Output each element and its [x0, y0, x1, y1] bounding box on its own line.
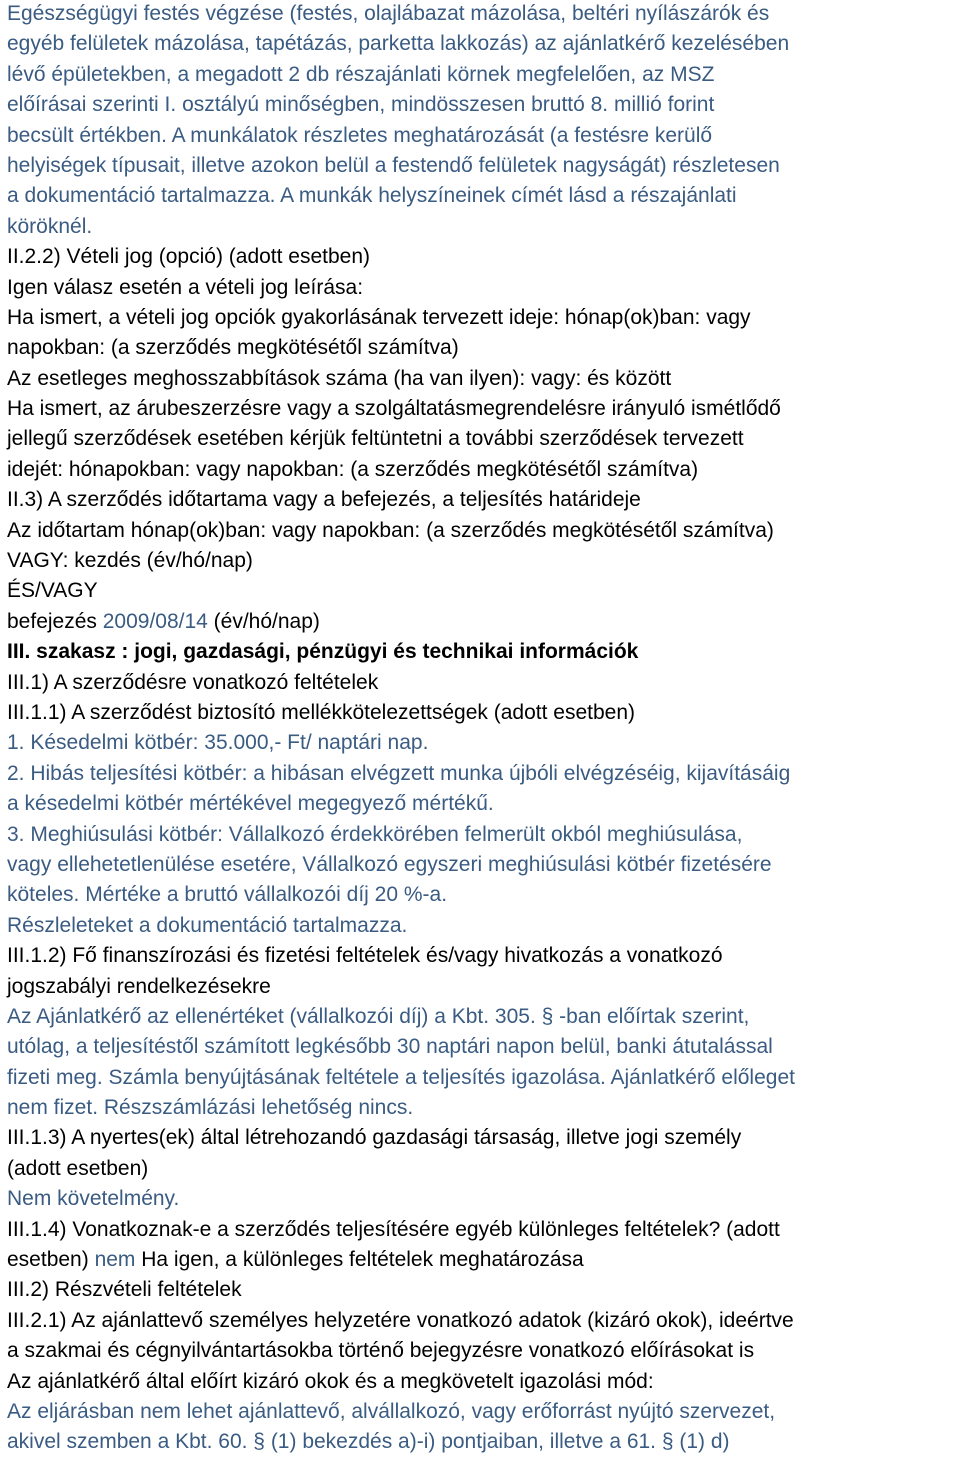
text-segment: helyiségek típusait, illetve azokon belül a festendő felületek nagyságát) részletesen — [7, 153, 780, 177]
text-segment: fizeti meg. Számla benyújtásának feltétele a teljesítés igazolása. Ajánlatkérő előleget — [7, 1065, 795, 1089]
text-segment: III.1.1) A szerződést biztosító mellékkötelezettségek (adott esetben) — [7, 700, 636, 724]
text-segment: befejezés — [7, 609, 103, 633]
text-segment: II.2.2) Vételi jog (opció) (adott esetben) — [7, 245, 371, 269]
text-segment: Részleleteket a dokumentáció tartalmazza. — [7, 913, 408, 937]
text-line — [7, 941, 957, 971]
text-segment: III.1.2) Fő finanszírozási és fizetési feltételek és/vagy hivatkozás a vonatkozó — [7, 944, 723, 968]
text-line — [7, 303, 957, 333]
text-segment: esetben) — [7, 1248, 95, 1272]
text-line — [7, 728, 957, 758]
text-line — [7, 455, 957, 485]
text-segment: Az ajánlatkérő által előírt kizáró okok és a megkövetelt igazolási mód: — [7, 1369, 654, 1393]
text-line — [7, 60, 957, 90]
text-segment: nem fizet. Részszámlázási lehetőség nincs. — [7, 1096, 414, 1120]
text-segment: Az esetleges meghosszabbítások száma (ha van ilyen): vagy: és között — [7, 366, 672, 390]
text-segment: III.1.4) Vonatkoznak-e a szerződés teljesítésére egyéb különleges feltételek? (adott — [7, 1217, 780, 1241]
text-line — [7, 516, 957, 546]
text-segment: Egészségügyi festés végzése (festés, olajlábazat mázolása, beltéri nyílászárók és — [7, 2, 770, 25]
text-line — [7, 1275, 957, 1305]
text-segment: Ha ismert, az árubeszerzésre vagy a szolgáltatásmegrendelésre irányuló ismétlődő — [7, 397, 781, 421]
text-segment: II.3) A szerződés időtartama vagy a befejezés, a teljesítés határideje — [7, 488, 641, 512]
text-segment: előírásai szerinti I. osztályú minőségben, mindösszesen bruttó 8. millió forint — [7, 93, 715, 117]
text-line — [7, 1215, 957, 1245]
text-line — [7, 29, 957, 59]
text-segment: a késedelmi kötbér mértékével megegyező mértékű. — [7, 792, 494, 816]
text-line — [7, 424, 957, 454]
text-segment: nem — [94, 1248, 136, 1272]
text-line — [7, 121, 957, 151]
text-line — [7, 607, 957, 637]
text-line — [7, 546, 957, 576]
text-line — [7, 1063, 957, 1093]
text-segment: Igen válasz esetén a vételi jog leírása: — [7, 275, 364, 299]
text-segment: Az Ajánlatkérő az ellenértéket (vállalkozói díj) a Kbt. 305. § -ban előírtak szerint, — [7, 1004, 750, 1028]
text-segment: jellegű szerződések esetében kérjük feltüntetni a további szerződések tervezett — [7, 427, 744, 451]
text-segment: 1. Késedelmi kötbér: 35.000,- Ft/ naptári nap. — [7, 731, 429, 755]
text-line — [7, 576, 957, 606]
text-line — [7, 698, 957, 728]
text-line — [7, 911, 957, 941]
text-segment: Nem követelmény. — [7, 1187, 180, 1211]
text-segment: (adott esetben) — [7, 1156, 149, 1180]
text-segment: köröknél. — [7, 214, 93, 238]
text-line — [7, 333, 957, 363]
text-line — [7, 1032, 957, 1062]
text-line — [7, 485, 957, 515]
text-segment: vagy ellehetetlenülése esetére, Vállalkozó egyszeri meghiúsulási kötbér fizetésére — [7, 852, 772, 876]
text-segment: Ha igen, a különleges feltételek meghatározása — [135, 1248, 584, 1272]
text-line — [7, 0, 957, 29]
text-line — [7, 181, 957, 211]
text-segment: a szakmai és cégnyilvántartásokba történő bejegyzésre vonatkozó előírásokat is — [7, 1339, 755, 1363]
text-line — [7, 637, 957, 667]
text-segment: köteles. Mértéke a bruttó vállalkozói díj 20 %-a. — [7, 883, 448, 907]
text-segment: Ha ismert, a vételi jog opciók gyakorlásának tervezett ideje: hónap(ok)ban: vagy — [7, 305, 751, 329]
text-line — [7, 1336, 957, 1366]
text-line — [7, 212, 957, 242]
text-line — [7, 1306, 957, 1336]
text-line — [7, 1184, 957, 1214]
text-line — [7, 273, 957, 303]
text-line — [7, 1002, 957, 1032]
text-line — [7, 850, 957, 880]
text-segment: III.2.1) Az ajánlattevő személyes helyzetére vonatkozó adatok (kizáró okok), ideértve — [7, 1308, 794, 1332]
text-segment: jogszabályi rendelkezésekre — [7, 974, 271, 998]
text-line — [7, 1123, 957, 1153]
text-line — [7, 1397, 957, 1427]
text-segment: becsült értékben. A munkálatok részletes meghatározását (a festésre kerülő — [7, 123, 713, 147]
text-segment: 2. Hibás teljesítési kötbér: a hibásan elvégzett munka újbóli elvégzéséig, kijavításáig — [7, 761, 791, 785]
text-segment: 2009/08/14 — [102, 609, 208, 633]
text-segment: Az eljárásban nem lehet ajánlattevő, alvállalkozó, vagy erőforrást nyújtó szervezet, — [7, 1399, 776, 1423]
text-segment: akivel szemben a Kbt. 60. § (1) bekezdés a)-i) pontjaiban, illetve a 61. § (1) d) — [7, 1430, 730, 1454]
text-segment: (év/hó/nap) — [207, 609, 320, 633]
text-segment: lévő épületekben, a megadott 2 db részajánlati körnek megfelelően, az MSZ — [7, 62, 715, 86]
text-segment: a dokumentáció tartalmazza. A munkák helyszíneinek címét lásd a részajánlati — [7, 184, 737, 208]
document-page — [7, 0, 957, 1458]
text-segment: utólag, a teljesítéstől számított legkésőbb 30 naptári napon belül, banki átutalással — [7, 1035, 773, 1059]
text-line — [7, 759, 957, 789]
text-line — [7, 242, 957, 272]
text-line — [7, 972, 957, 1002]
text-line — [7, 1154, 957, 1184]
text-segment: VAGY: kezdés (év/hó/nap) — [7, 549, 253, 573]
text-segment: idejét: hónapokban: vagy napokban: (a szerződés megkötésétől számítva) — [7, 457, 699, 481]
text-line — [7, 789, 957, 819]
text-line — [7, 90, 957, 120]
text-line — [7, 1245, 957, 1275]
text-segment: napokban: (a szerződés megkötésétől számítva) — [7, 336, 459, 360]
text-line — [7, 668, 957, 698]
text-line — [7, 394, 957, 424]
text-segment: Az időtartam hónap(ok)ban: vagy napokban: (a szerződés megkötésétől számítva) — [7, 518, 774, 542]
text-line — [7, 1427, 957, 1457]
text-line — [7, 1093, 957, 1123]
text-line — [7, 880, 957, 910]
text-line — [7, 364, 957, 394]
text-segment: III.1.3) A nyertes(ek) által létrehozandó gazdasági társaság, illetve jogi személy — [7, 1126, 742, 1150]
text-segment: ÉS/VAGY — [7, 579, 98, 603]
text-segment: egyéb felületek mázolása, tapétázás, parketta lakkozás) az ajánlatkérő kezelésében — [7, 32, 790, 56]
section-heading: III. szakasz : jogi, gazdasági, pénzügyi és technikai információk — [7, 640, 639, 664]
text-segment: III.1) A szerződésre vonatkozó feltételek — [7, 670, 379, 694]
text-segment: 3. Meghiúsulási kötbér: Vállalkozó érdekkörében felmerült okból meghiúsulása, — [7, 822, 743, 846]
text-line — [7, 151, 957, 181]
text-line — [7, 1367, 957, 1397]
text-line — [7, 820, 957, 850]
text-segment: III.2) Részvételi feltételek — [7, 1278, 242, 1302]
